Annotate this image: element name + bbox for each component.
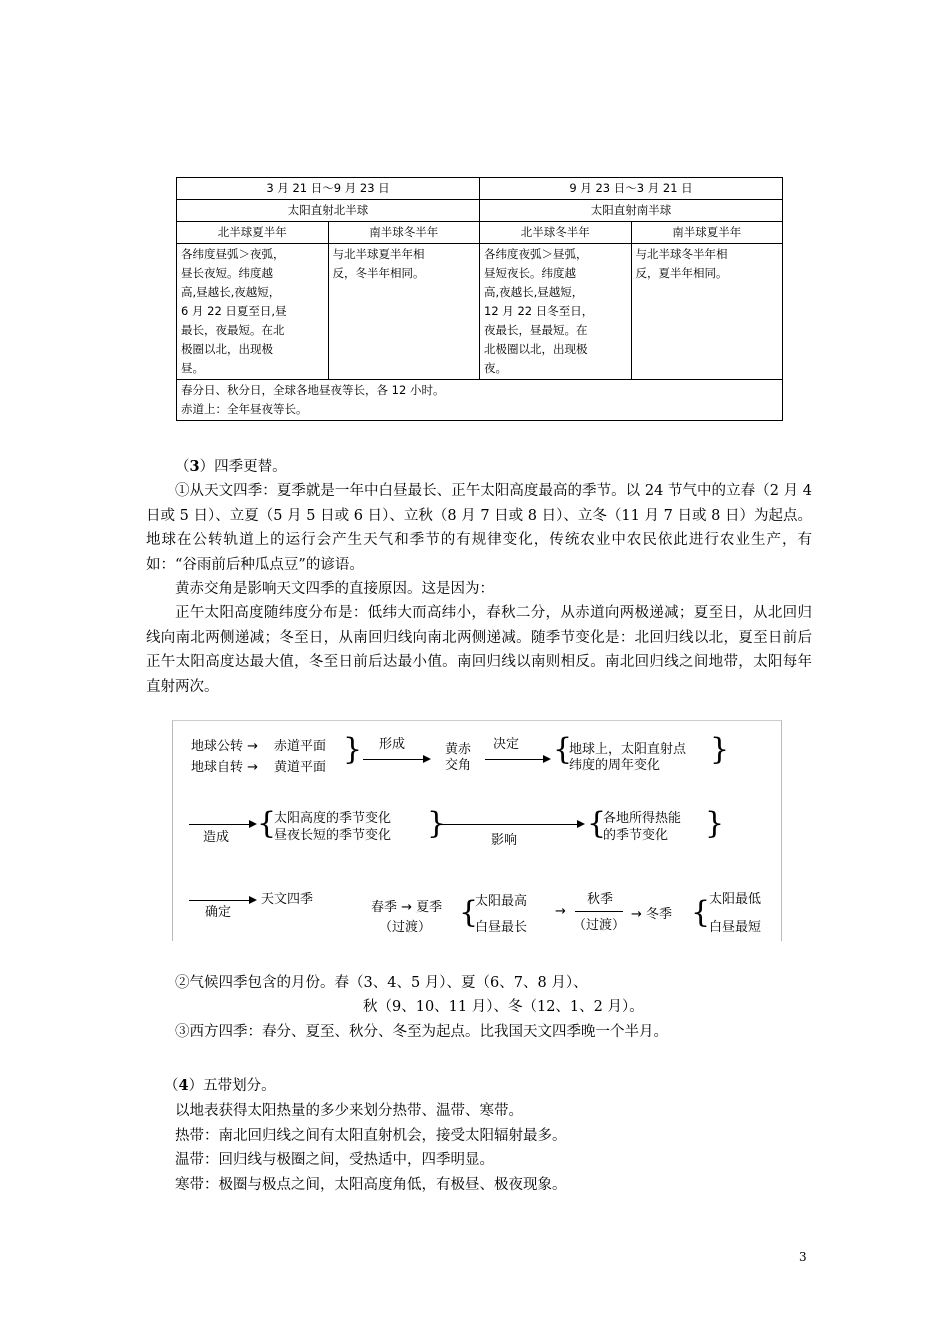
cell-north-summer: 各纬度昼弧＞夜弧， 昼长夜短。纬度越 高,昼越长,夜越短， 6 月 22 日夏至日,昼 最长，夜最短。在北 极圈以北，出现极 昼。: [177, 244, 329, 380]
five-zones-intro: 以地表获得太阳热量的多少来划分热带、温带、寒带。: [175, 1103, 523, 1119]
daylength-change: 昼夜长短的季节变化: [274, 828, 392, 843]
to-winter-label: → 冬季: [631, 907, 673, 922]
obliquity-line2: 交角: [445, 758, 472, 773]
brace-left-5: {: [691, 895, 711, 930]
cell-south-summer: 与北半球冬半年相 反，夏半年相同。: [631, 244, 783, 380]
spring-summer-label: 春季 → 夏季: [371, 900, 443, 915]
section4-heading: （4）五带划分。: [164, 1077, 276, 1094]
earth-rotation-label: 地球自转 →: [191, 760, 259, 775]
table-footer: 春分日、秋分日，全球各地昼夜等长，各 12 小时。 赤道上：全年昼夜等长。: [177, 380, 783, 421]
brace-left-1: {: [553, 732, 573, 767]
header-south-winter: 南半球冬半年: [328, 222, 480, 244]
cell-south-winter: 与北半球夏半年相 反，冬半年相同。: [328, 244, 480, 380]
section3-paragraph3: 正午太阳高度随纬度分布是：低纬大而高纬小，春秋二分，从赤道向两极递减；夏至日，从北回归线向南北两侧递减；冬至日，从南回归线向南北两侧递减。随季节变化是：北回归线以北，夏至日前后正午太阳高度达最大值，冬至日前后达最小值。南回归线以南则相反。南北回归线之间地带，太阳每年直射两次。: [146, 605, 812, 695]
confirms-label: 确定: [205, 905, 232, 920]
arrow-to-autumn: →: [555, 904, 566, 919]
transition1-label: （过渡）: [379, 920, 432, 935]
arrow-head-2: [543, 755, 551, 763]
left-sun: 太阳直射北半球: [177, 200, 480, 222]
day-shortest-label: 白昼最短: [709, 920, 762, 935]
ecliptic-plane-label: 黄道平面: [274, 760, 327, 775]
climate-seasons-line1: ②气候四季包含的月份。春（3、4、5 月）、夏（6、7、8 月）、: [175, 975, 588, 991]
sun-highest-label: 太阳最高: [475, 894, 528, 909]
arrow-line-5: [189, 900, 249, 901]
arrow-head-1: [423, 755, 431, 763]
western-seasons: ③西方四季：春分、夏至、秋分、冬至为起点。比我国天文四季晚一个半月。: [175, 1024, 668, 1040]
frigid-zone: 寒带：极圈与极点之间，太阳高度角低，有极昼、极夜现象。: [175, 1177, 567, 1193]
astro-seasons-label: 天文四季: [261, 892, 314, 907]
brace-right-3: }: [427, 806, 447, 841]
section3-heading: （3）四季更替。: [175, 458, 287, 475]
arrow-line-2: [485, 759, 543, 760]
tropical-zone: 热带：南北回归线之间有太阳直射机会，接受太阳辐射最多。: [175, 1128, 567, 1144]
affects-label: 影响: [491, 833, 518, 848]
arrow-head-4: [577, 820, 585, 828]
heat-line2: 的季节变化: [603, 828, 669, 843]
causes-label: 造成: [203, 830, 230, 845]
day-longest-label: 白昼最长: [475, 920, 528, 935]
arrow-line-3: [189, 824, 249, 825]
forms-label: 形成: [379, 737, 406, 752]
right-period: 9 月 23 日～3 月 21 日: [480, 178, 783, 200]
transition2-label: （过渡）: [573, 918, 626, 933]
brace-right-1: }: [343, 732, 363, 767]
brace-left-3: {: [587, 806, 607, 841]
section3-paragraph1: ①从天文四季：夏季就是一年中白昼最长、正午太阳高度最高的季节。以 24 节气中的立春（2 月 4 日或 5 日）、立夏（5 月 5 日或 6 日）、立秋（8 月 7 日或 8 日）、立冬（11 月 7 日或 8 日）为起点。地球在公转轨道上的运行会产生天气和季节的有规律变化，传统农业中农民依此进行农业生产，有如：“谷雨前后种瓜点豆”的谚语。: [146, 483, 812, 573]
determines-label: 决定: [493, 737, 520, 752]
arrow-head-3: [249, 820, 257, 828]
obliquity-line1: 黄赤: [445, 742, 472, 757]
header-north-summer: 北半球夏半年: [177, 222, 329, 244]
brace-left-2: {: [257, 806, 277, 841]
brace-right-4: }: [705, 806, 725, 841]
arrow-line-1: [363, 759, 423, 760]
autumn-underline: [575, 911, 623, 912]
heat-line1: 各地所得热能: [603, 811, 682, 826]
autumn-label: 秋季: [587, 892, 614, 907]
brace-right-2: }: [710, 732, 730, 767]
section3-paragraph2: 黄赤交角是影响天文四季的直接原因。这是因为：: [175, 581, 494, 597]
earth-revolution-label: 地球公转 →: [191, 739, 259, 754]
seasons-flow-diagram: [172, 720, 782, 941]
cell-north-winter: 各纬度夜弧＞昼弧， 昼短夜长。纬度越 高,夜越长,昼越短， 12 月 22 日冬至日， 夜最长，昼最短。在 北极圈以北，出现极 夜。: [480, 244, 632, 380]
header-south-summer: 南半球夏半年: [631, 222, 783, 244]
arrow-line-4: [439, 824, 577, 825]
header-north-winter: 北半球冬半年: [480, 222, 632, 244]
page-number: 3: [799, 1250, 807, 1264]
brace-left-4: {: [459, 895, 479, 930]
subsolar-line2: 纬度的周年变化: [569, 758, 661, 773]
sun-lowest-label: 太阳最低: [709, 892, 762, 907]
subsolar-line1: 地球上，太阳直射点: [569, 742, 687, 757]
arrow-head-5: [249, 896, 257, 904]
left-period: 3 月 21 日～9 月 23 日: [177, 178, 480, 200]
equator-plane-label: 赤道平面: [274, 739, 327, 754]
temperate-zone: 温带：回归线与极圈之间，受热适中，四季明显。: [175, 1152, 494, 1168]
right-sun: 太阳直射南半球: [480, 200, 783, 222]
sun-altitude-change: 太阳高度的季节变化: [274, 811, 392, 826]
climate-seasons-line2: 秋（9、10、11 月）、冬（12、1、2 月）。: [363, 999, 644, 1015]
sun-position-table: [176, 177, 783, 421]
